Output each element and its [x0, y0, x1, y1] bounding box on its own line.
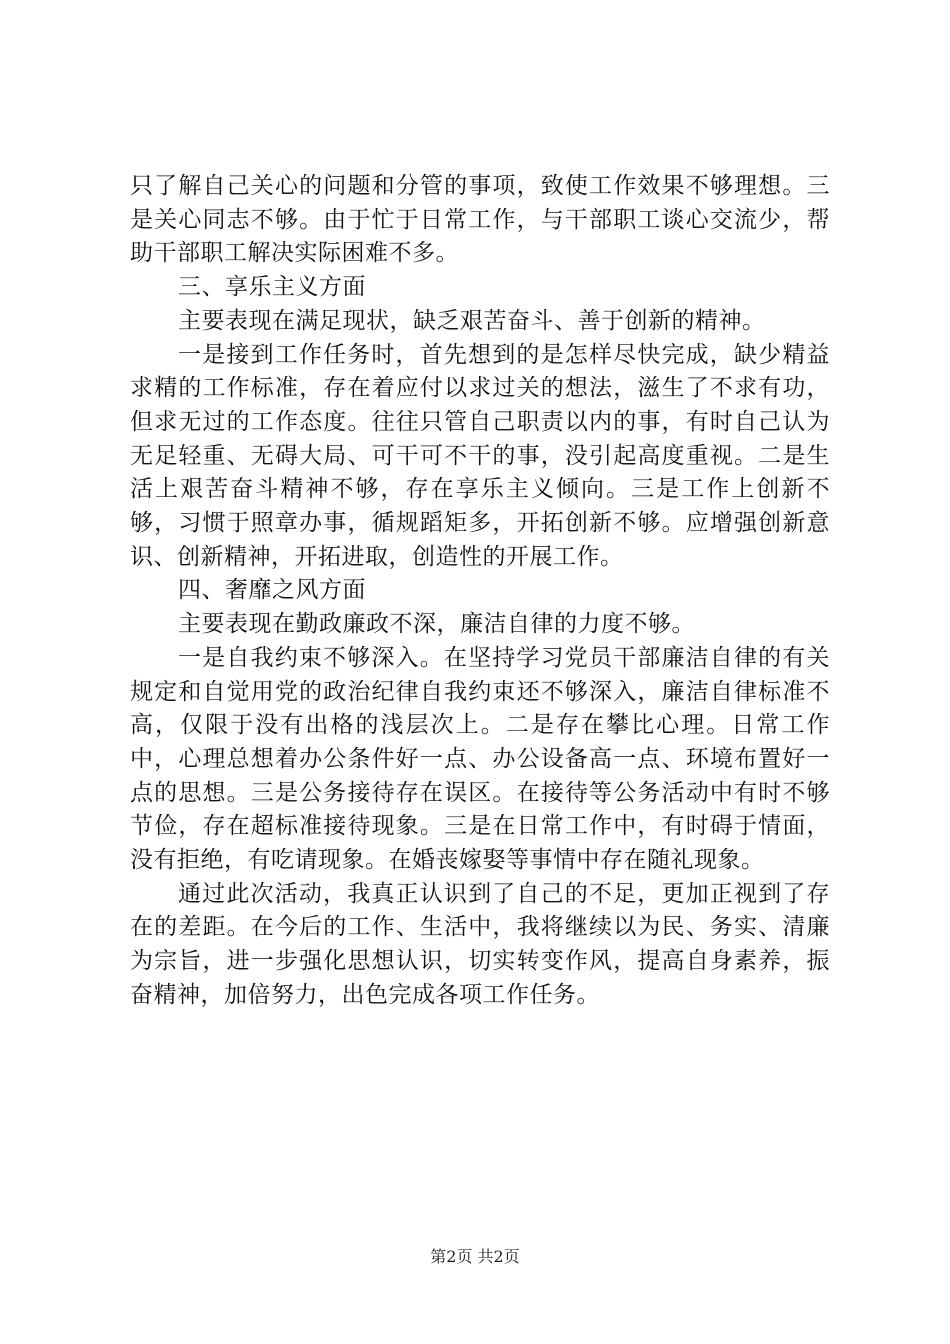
page-footer	[0, 1244, 950, 1267]
page-number-label: 第2页 共2页	[430, 1247, 520, 1266]
paragraph-extravagance-details: 一是自我约束不够深入。在坚持学习党员干部廉洁自律的有关规定和自觉用党的政治纪律自我约束还不够深入，廉洁自律标准不高，仅限于没有出格的浅层次上。二是存在攀比心理。日常工作中，心理总想着办公条件好一点、办公设备高一点、环境布置好一点的思想。三是公务接待存在误区。在接待等公务活动中有时不够节俭，存在超标准接待现象。三是在日常工作中，有时碍于情面，没有拒绝，有吃请现象。在婚丧嫁娶等事情中存在随礼现象。	[130, 644, 830, 874]
section-heading-extravagance: 四、奢靡之风方面	[178, 577, 366, 604]
paragraph-continuation: 只了解自己关心的问题和分管的事项，致使工作效果不够理想。三是关心同志不够。由于忙于日常工作，与干部职工谈心交流少，帮助干部职工解决实际困难不多。	[130, 173, 830, 267]
paragraph-conclusion: 通过此次活动，我真正认识到了自己的不足，更加正视到了存在的差距。在今后的工作、生活中，我将继续以为民、务实、清廉为宗旨，进一步强化思想认识，切实转变作风，提高自身素养，振奋精神，加倍努力，出色完成各项工作任务。	[130, 880, 830, 1008]
document-body	[130, 170, 830, 1013]
paragraph-extravagance-summary: 主要表现在勤政廉政不深，廉洁自律的力度不够。	[178, 611, 695, 638]
paragraph-hedonism-summary: 主要表现在满足现状，缺乏艰苦奋斗、善于创新的精神。	[178, 307, 766, 334]
paragraph-hedonism-details: 一是接到工作任务时，首先想到的是怎样尽快完成，缺少精益求精的工作标准，存在着应付以求过关的想法，滋生了不求有功，但求无过的工作态度。往往只管自己职责以内的事，有时自己认为无足轻重、无碍大局、可干可不干的事，没引起高度重视。二是生活上艰苦奋斗精神不够，存在享乐主义倾向。三是工作上创新不够，习惯于照章办事，循规蹈矩多，开拓创新不够。应增强创新意识、创新精神，开拓进取，创造性的开展工作。	[130, 341, 830, 570]
section-heading-hedonism: 三、享乐主义方面	[178, 274, 366, 301]
